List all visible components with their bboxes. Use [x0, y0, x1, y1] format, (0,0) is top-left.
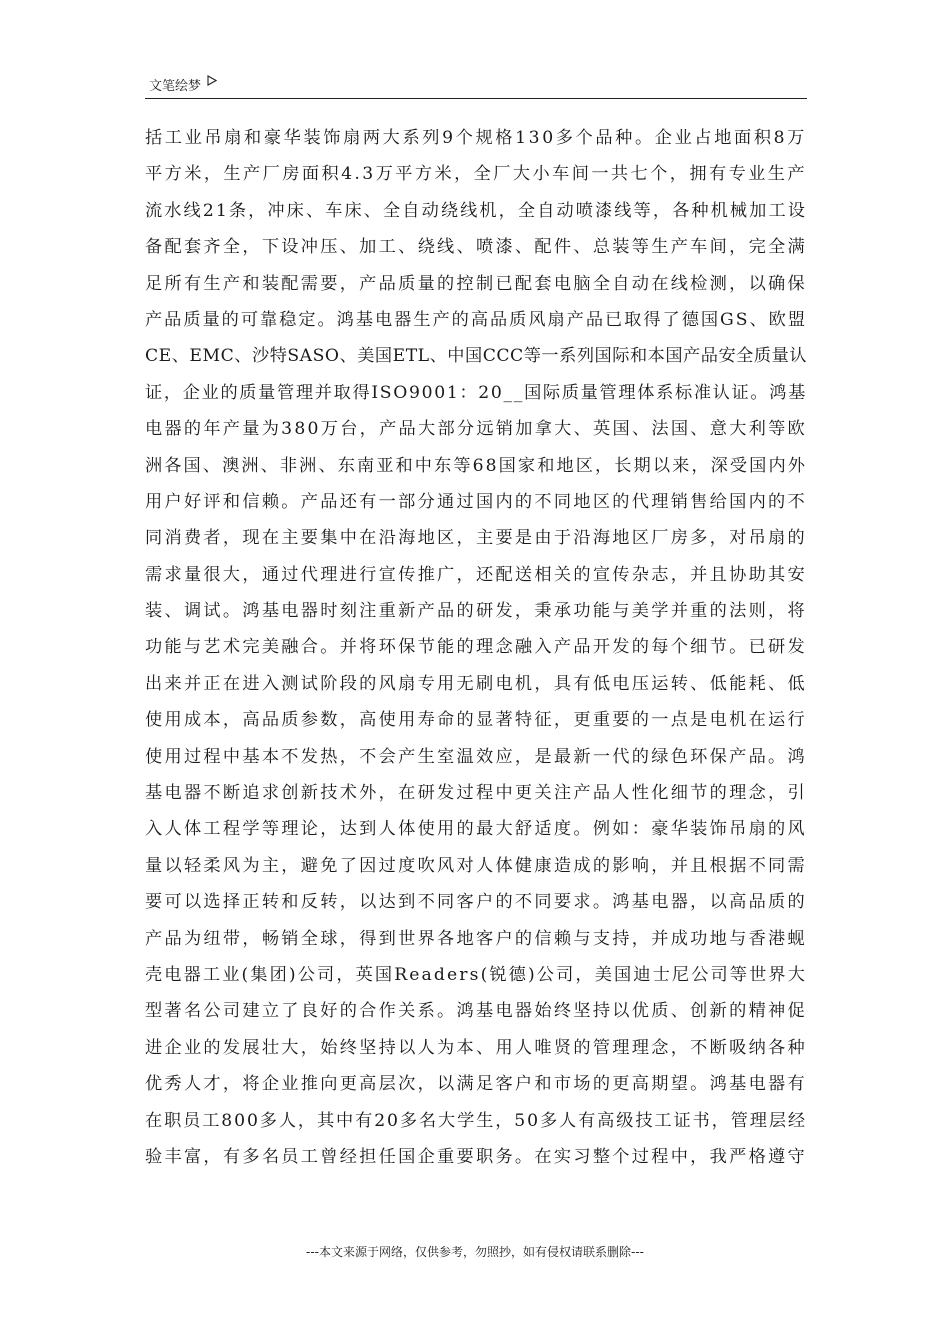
body-line: 产品质量的可靠稳定。鸿基电器生产的高品质风扇产品已取得了德国GS、欧盟 — [145, 309, 807, 330]
body-line: 型著名公司建立了良好的合作关系。鸿基电器始终坚持以优质、创新的精神促 — [145, 1001, 807, 1022]
body-line: 功能与艺术完美融合。并将环保节能的理念融入产品开发的每个细节。已研发 — [145, 637, 807, 658]
body-line: 优秀人才，将企业推向更高层次，以满足客户和市场的更高期望。鸿基电器有 — [145, 1074, 807, 1095]
body-line: 同消费者，现在主要集中在沿海地区，主要是由于沿海地区厂房多，对吊扇的 — [145, 528, 807, 549]
page-header — [145, 74, 807, 99]
body-line: 平方米，生产厂房面积4.3万平方米，全厂大小车间一共七个，拥有专业生产 — [145, 164, 807, 185]
body-line: 洲各国、澳洲、非洲、东南亚和中东等68国家和地区，长期以来，深受国内外 — [145, 455, 807, 476]
brand-text: 文笔绘梦 — [149, 79, 202, 94]
body-line: 装、调试。鸿基电器时刻注重新产品的研发，秉承功能与美学并重的法则，将 — [145, 601, 807, 622]
body-line: 要可以选择正转和反转，以达到不同客户的不同要求。鸿基电器，以高品质的 — [145, 892, 807, 913]
body-line: 需求量很大，通过代理进行宣传推广，还配送相关的宣传杂志，并且协助其安 — [145, 564, 807, 585]
body-line: 进企业的发展壮大，始终坚持以人为本、用人唯贤的管理理念，不断吸纳各种 — [145, 1037, 807, 1058]
body-line: 证，企业的质量管理并取得ISO9001：20__国际质量管理体系标准认证。鸿基 — [145, 382, 807, 403]
body-line: 括工业吊扇和豪华装饰扇两大系列9个规格130多个品种。企业占地面积8万 — [145, 128, 807, 148]
body-line: 出来并正在进入测试阶段的风扇专用无刷电机，具有低电压运转、低能耗、低 — [145, 673, 807, 694]
body-line: 备配套齐全，下设冲压、加工、绕线、喷漆、配件、总装等生产车间，完全满 — [145, 237, 807, 258]
footer-disclaimer: ---本文来源于网络，仅供参考，勿照抄，如有侵权请联系删除--- — [306, 1245, 644, 1259]
document-body — [145, 120, 807, 1175]
body-line: 使用过程中基本不发热，不会产生室温效应，是最新一代的绿色环保产品。鸿 — [145, 746, 807, 767]
body-line: 壳电器工业(集团)公司，英国Readers(锐德)公司，美国迪士尼公司等世界大 — [145, 964, 807, 985]
triangle-right-icon — [207, 75, 217, 89]
body-line: 用户好评和信赖。产品还有一部分通过国内的不同地区的代理销售给国内的不 — [145, 491, 807, 512]
body-line: 入人体工程学等理论，达到人体使用的最大舒适度。例如：豪华装饰吊扇的风 — [145, 819, 807, 840]
header-brand — [145, 75, 217, 94]
body-line: 产品为纽带，畅销全球，得到世界各地客户的信赖与支持，并成功地与香港蚬 — [145, 928, 807, 949]
body-line: 流水线21条，冲床、车床、全自动绕线机，全自动喷漆线等，各种机械加工设 — [145, 200, 807, 221]
body-line: 验丰富，有多名员工曾经担任国企重要职务。在实习整个过程中，我严格遵守 — [145, 1146, 807, 1167]
body-line: 基电器不断追求创新技术外，在研发过程中更关注产品人性化细节的理念，引 — [145, 783, 807, 804]
body-line: 足所有生产和装配需要，产品质量的控制已配套电脑全自动在线检测，以确保 — [145, 273, 807, 294]
body-line: 量以轻柔风为主，避免了因过度吹风对人体健康造成的影响，并且根据不同需 — [145, 855, 807, 876]
body-line: 电器的年产量为380万台，产品大部分远销加拿大、英国、法国、意大利等欧 — [145, 419, 807, 440]
body-line: 使用成本，高品质参数，高使用寿命的显著特征，更重要的一点是电机在运行 — [145, 710, 807, 731]
body-line: CE、EMC、沙特SASO、美国ETL、中国CCC等一系列国际和本国产品安全质量认 — [145, 346, 807, 367]
body-line: 在职员工800多人，其中有20多名大学生，50多人有高级技工证书，管理层经 — [145, 1110, 807, 1131]
